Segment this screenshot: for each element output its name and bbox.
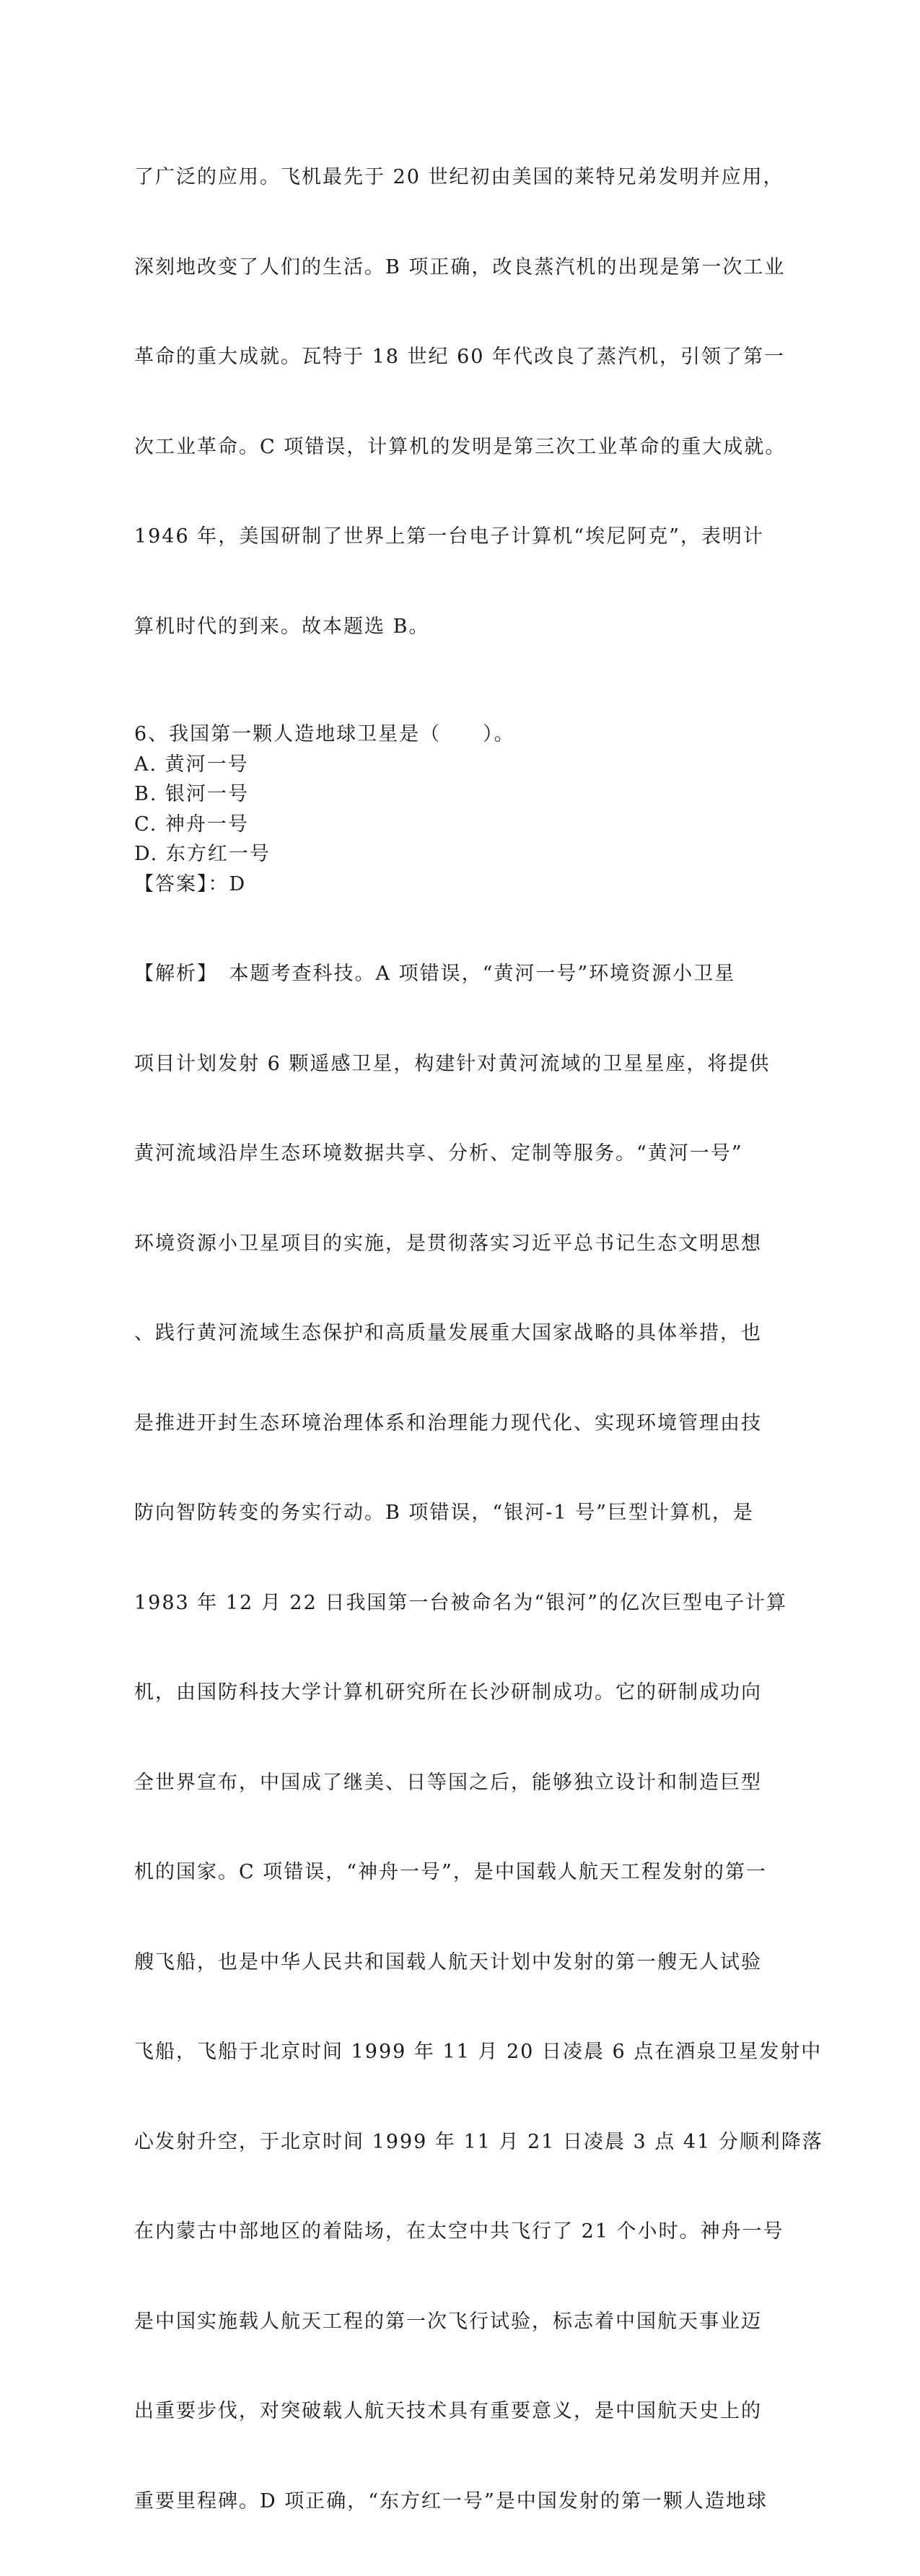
text-line: 深刻地改变了人们的生活。B 项正确，改良蒸汽机的出现是第一次工业 [134, 255, 786, 279]
analysis-line: 机，由国防科技大学计算机研究所在长沙研制成功。它的研制成功向 [134, 1681, 762, 1704]
analysis-line: 出重要步伐，对突破载人航天技术具有重要意义，是中国航天史上的 [134, 2400, 762, 2422]
analysis-line: 项目计划发射 6 颗遥感卫星，构建针对黄河流域的卫星星座，将提供 [134, 1052, 771, 1075]
analysis-line: 1983 年 12 月 22 日我国第一台被命名为“银河”的亿次巨型电子计算 [134, 1591, 787, 1614]
analysis-line: 黄河流域沿岸生态环境数据共享、分析、定制等服务。“黄河一号” [134, 1142, 743, 1165]
analysis-line: 【解析】 本题考查科技。A 项错误，“黄河一号”环境资源小卫星 [134, 963, 736, 985]
analysis-line: 是中国实施载人航天工程的第一次飞行试验，标志着中国航天事业迈 [134, 2310, 762, 2333]
previous-explanation [134, 102, 787, 701]
analysis-line: 心发射升空，于北京时间 1999 年 11 月 21 日凌晨 3 点 41 分顺利降落 [134, 2130, 823, 2153]
text-line: 1946 年，美国研制了世界上第一台电子计算机“埃尼阿克”，表明计 [134, 525, 764, 548]
option-b: B. 银河一号 [134, 783, 250, 805]
question-stem: 6、我国第一颗人造地球卫星是（ ）。 [134, 723, 515, 745]
text-line: 次工业革命。C 项错误，计算机的发明是第三次工业革命的重大成就。 [134, 435, 787, 458]
analysis-line: 环境资源小卫星项目的实施，是贯彻落实习近平总书记生态文明思想 [134, 1232, 762, 1255]
document-content [134, 102, 823, 2576]
analysis-line: 在内蒙古中部地区的着陆场，在太空中共飞行了 21 个小时。神舟一号 [134, 2220, 784, 2243]
text-line: 了广泛的应用。飞机最先于 20 世纪初由美国的莱特兄弟发明并应用， [134, 166, 784, 188]
analysis-line: 艘飞船，也是中华人民共和国载人航天计划中发射的第一艘无人试验 [134, 1950, 762, 1973]
option-d: D. 东方红一号 [134, 843, 271, 865]
text-line: 革命的重大成就。瓦特于 18 世纪 60 年代改良了蒸汽机，引领了第一 [134, 346, 786, 368]
paragraph-gap [134, 701, 769, 719]
analysis-line: 飞船，飞船于北京时间 1999 年 11 月 20 日凌晨 6 点在酒泉卫星发射中 [134, 2041, 823, 2063]
option-c: C. 神舟一号 [134, 812, 249, 836]
analysis-section [134, 899, 823, 2576]
text-line: 算机时代的到来。故本题选 B。 [134, 615, 430, 638]
answer-line: 【答案】：D [134, 872, 247, 895]
analysis-line: 重要里程碑。D 项正确，“东方红一号”是中国发射的第一颗人造地球 [134, 2489, 768, 2513]
analysis-line: 机的国家。C 项错误，“神舟一号”，是中国载人航天工程发射的第一 [134, 1861, 767, 1883]
analysis-line: 是推进开封生态环境治理体系和治理能力现代化、实现环境管理由技 [134, 1411, 762, 1434]
analysis-line: 、践行黄河流域生态保护和高质量发展重大国家战略的具体举措，也 [134, 1322, 762, 1344]
analysis-line: 防向智防转变的务实行动。B 项错误，“银河-1 号”巨型计算机，是 [134, 1502, 754, 1524]
analysis-line: 全世界宣布，中国成了继美、日等国之后，能够独立设计和制造巨型 [134, 1771, 762, 1794]
question-6 [134, 719, 769, 899]
option-a: A. 黄河一号 [134, 753, 249, 776]
